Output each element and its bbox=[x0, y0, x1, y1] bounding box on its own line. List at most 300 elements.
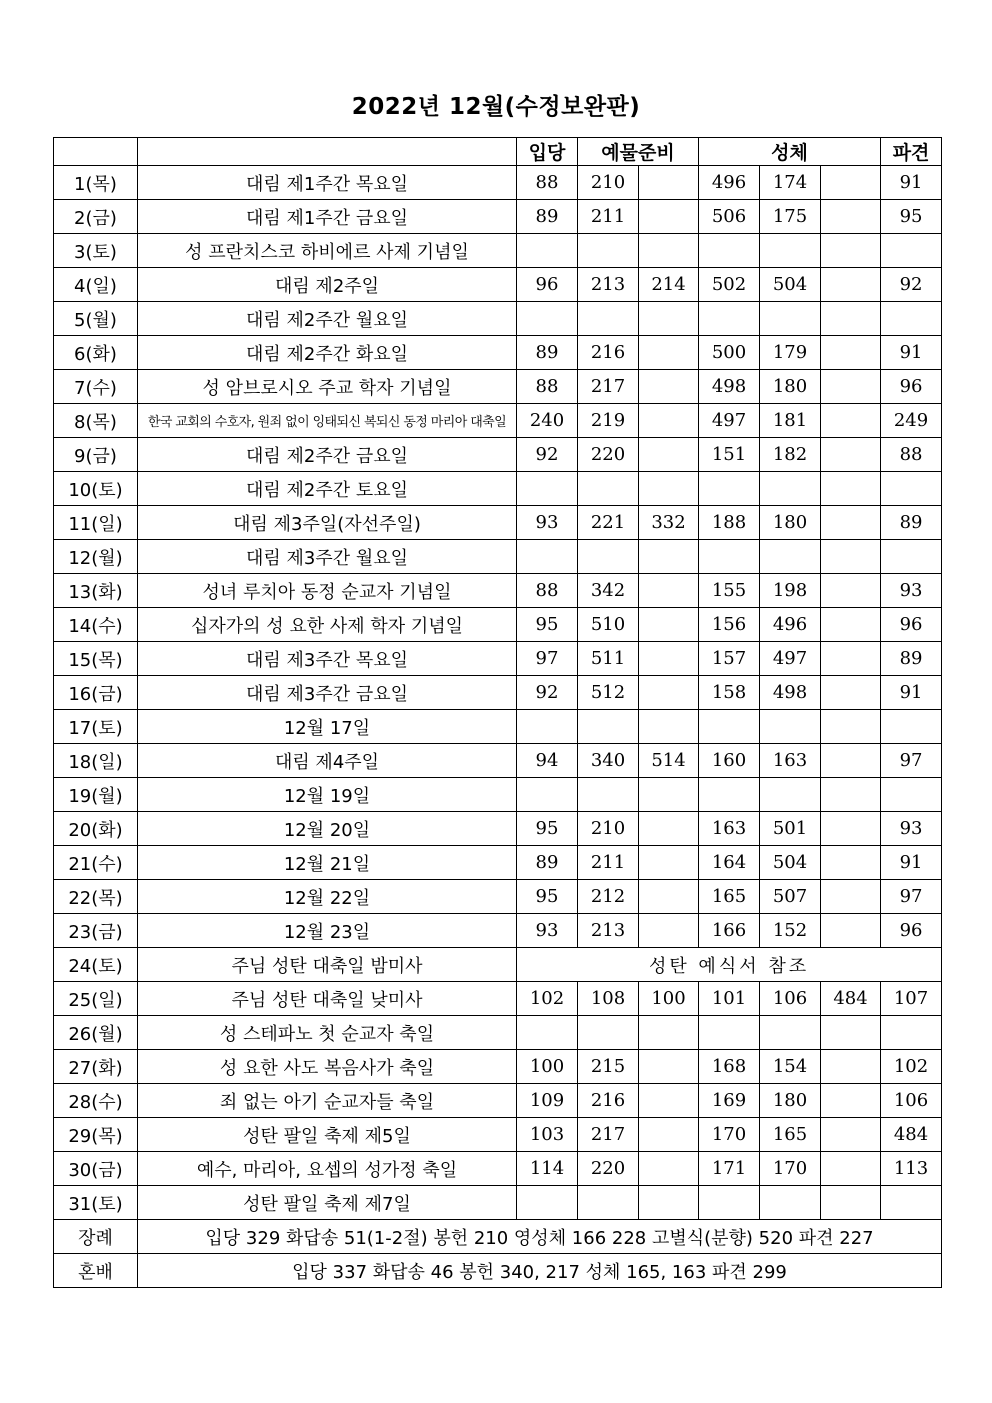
communion-hymn-2 bbox=[760, 1186, 821, 1220]
row-liturgy-name: 주님 성탄 대축일 낮미사 bbox=[138, 982, 517, 1016]
entrance-hymn: 89 bbox=[517, 846, 578, 880]
header-row bbox=[54, 138, 942, 166]
header-dismissal: 파견 bbox=[881, 138, 942, 166]
offertory-hymn-2 bbox=[639, 404, 699, 438]
dismissal-hymn: 249 bbox=[881, 404, 942, 438]
row-date: 2(금) bbox=[54, 200, 138, 234]
entrance-hymn: 88 bbox=[517, 574, 578, 608]
offertory-hymn-1: 210 bbox=[578, 166, 639, 200]
offertory-hymn-1: 512 bbox=[578, 676, 639, 710]
table-row bbox=[54, 982, 942, 1016]
offertory-hymn-2 bbox=[639, 1186, 699, 1220]
offertory-hymn-2 bbox=[639, 234, 699, 268]
offertory-hymn-1 bbox=[578, 540, 639, 574]
row-date: 15(목) bbox=[54, 642, 138, 676]
communion-hymn-3 bbox=[821, 846, 881, 880]
dismissal-hymn bbox=[881, 1186, 942, 1220]
communion-hymn-1: 160 bbox=[699, 744, 760, 778]
communion-hymn-1: 500 bbox=[699, 336, 760, 370]
row-liturgy-name: 대림 제3주간 목요일 bbox=[138, 642, 517, 676]
offertory-hymn-1: 511 bbox=[578, 642, 639, 676]
dismissal-hymn bbox=[881, 710, 942, 744]
offertory-hymn-1: 217 bbox=[578, 1118, 639, 1152]
communion-hymn-3 bbox=[821, 1016, 881, 1050]
offertory-hymn-1 bbox=[578, 234, 639, 268]
offertory-hymn-2 bbox=[639, 336, 699, 370]
offertory-hymn-1: 210 bbox=[578, 812, 639, 846]
table-row bbox=[54, 404, 942, 438]
communion-hymn-3 bbox=[821, 506, 881, 540]
communion-hymn-3 bbox=[821, 166, 881, 200]
offertory-hymn-1 bbox=[578, 302, 639, 336]
row-date: 30(금) bbox=[54, 1152, 138, 1186]
row-date: 19(월) bbox=[54, 778, 138, 812]
row-liturgy-name: 12월 20일 bbox=[138, 812, 517, 846]
communion-hymn-1: 163 bbox=[699, 812, 760, 846]
row-liturgy-name: 성탄 팔일 축제 제7일 bbox=[138, 1186, 517, 1220]
dismissal-hymn: 91 bbox=[881, 336, 942, 370]
row-liturgy-name: 예수, 마리아, 요셉의 성가정 축일 bbox=[138, 1152, 517, 1186]
dismissal-hymn: 93 bbox=[881, 574, 942, 608]
communion-hymn-3 bbox=[821, 574, 881, 608]
communion-hymn-3 bbox=[821, 200, 881, 234]
row-date: 10(토) bbox=[54, 472, 138, 506]
row-liturgy-name: 대림 제2주간 화요일 bbox=[138, 336, 517, 370]
communion-hymn-3 bbox=[821, 676, 881, 710]
communion-hymn-2: 180 bbox=[760, 370, 821, 404]
row-date: 12(월) bbox=[54, 540, 138, 574]
footer-text: 입당 337 화답송 46 봉헌 340, 217 성체 165, 163 파견 299 bbox=[138, 1254, 942, 1288]
entrance-hymn bbox=[517, 1186, 578, 1220]
communion-hymn-3 bbox=[821, 540, 881, 574]
offertory-hymn-2 bbox=[639, 540, 699, 574]
communion-hymn-2: 497 bbox=[760, 642, 821, 676]
communion-hymn-1: 498 bbox=[699, 370, 760, 404]
table-row bbox=[54, 880, 942, 914]
offertory-hymn-1 bbox=[578, 472, 639, 506]
entrance-hymn: 95 bbox=[517, 608, 578, 642]
communion-hymn-2: 165 bbox=[760, 1118, 821, 1152]
offertory-hymn-2 bbox=[639, 574, 699, 608]
communion-hymn-1: 506 bbox=[699, 200, 760, 234]
row-date: 29(목) bbox=[54, 1118, 138, 1152]
entrance-hymn: 94 bbox=[517, 744, 578, 778]
communion-hymn-3 bbox=[821, 1186, 881, 1220]
communion-hymn-1: 156 bbox=[699, 608, 760, 642]
communion-hymn-1: 157 bbox=[699, 642, 760, 676]
communion-hymn-1: 155 bbox=[699, 574, 760, 608]
row-liturgy-name: 죄 없는 아기 순교자들 축일 bbox=[138, 1084, 517, 1118]
dismissal-hymn: 97 bbox=[881, 880, 942, 914]
row-date: 1(목) bbox=[54, 166, 138, 200]
communion-hymn-1: 169 bbox=[699, 1084, 760, 1118]
communion-hymn-2: 179 bbox=[760, 336, 821, 370]
entrance-hymn: 102 bbox=[517, 982, 578, 1016]
communion-hymn-1 bbox=[699, 302, 760, 336]
entrance-hymn bbox=[517, 1016, 578, 1050]
row-date: 3(토) bbox=[54, 234, 138, 268]
offertory-hymn-1: 219 bbox=[578, 404, 639, 438]
communion-hymn-2 bbox=[760, 234, 821, 268]
offertory-hymn-1: 211 bbox=[578, 846, 639, 880]
dismissal-hymn: 96 bbox=[881, 608, 942, 642]
offertory-hymn-2 bbox=[639, 472, 699, 506]
table-row bbox=[54, 914, 942, 948]
dismissal-hymn: 93 bbox=[881, 812, 942, 846]
communion-hymn-1: 168 bbox=[699, 1050, 760, 1084]
offertory-hymn-1: 213 bbox=[578, 914, 639, 948]
table-row bbox=[54, 200, 942, 234]
entrance-hymn: 89 bbox=[517, 200, 578, 234]
offertory-hymn-2: 100 bbox=[639, 982, 699, 1016]
dismissal-hymn: 95 bbox=[881, 200, 942, 234]
entrance-hymn: 109 bbox=[517, 1084, 578, 1118]
row-liturgy-name: 대림 제2주간 토요일 bbox=[138, 472, 517, 506]
offertory-hymn-2 bbox=[639, 370, 699, 404]
offertory-hymn-2 bbox=[639, 1084, 699, 1118]
communion-hymn-3 bbox=[821, 370, 881, 404]
table-row bbox=[54, 234, 942, 268]
dismissal-hymn: 484 bbox=[881, 1118, 942, 1152]
table-row bbox=[54, 676, 942, 710]
row-liturgy-name: 대림 제3주간 월요일 bbox=[138, 540, 517, 574]
entrance-hymn bbox=[517, 710, 578, 744]
communion-hymn-2: 182 bbox=[760, 438, 821, 472]
schedule-body bbox=[54, 166, 942, 1220]
communion-hymn-3 bbox=[821, 302, 881, 336]
communion-hymn-2: 174 bbox=[760, 166, 821, 200]
entrance-hymn: 114 bbox=[517, 1152, 578, 1186]
row-date: 31(토) bbox=[54, 1186, 138, 1220]
communion-hymn-1: 151 bbox=[699, 438, 760, 472]
entrance-hymn: 93 bbox=[517, 914, 578, 948]
row-date: 20(화) bbox=[54, 812, 138, 846]
entrance-hymn: 88 bbox=[517, 370, 578, 404]
table-row bbox=[54, 506, 942, 540]
communion-hymn-2: 496 bbox=[760, 608, 821, 642]
row-liturgy-name: 12월 19일 bbox=[138, 778, 517, 812]
offertory-hymn-1: 510 bbox=[578, 608, 639, 642]
offertory-hymn-1: 217 bbox=[578, 370, 639, 404]
page-title: 2022년 12월(수정보완판) bbox=[351, 94, 641, 120]
row-liturgy-name: 대림 제1주간 금요일 bbox=[138, 200, 517, 234]
row-liturgy-name: 대림 제3주일(자선주일) bbox=[138, 506, 517, 540]
dismissal-hymn: 91 bbox=[881, 846, 942, 880]
offertory-hymn-1: 213 bbox=[578, 268, 639, 302]
row-date: 26(월) bbox=[54, 1016, 138, 1050]
communion-hymn-2: 170 bbox=[760, 1152, 821, 1186]
row-date: 13(화) bbox=[54, 574, 138, 608]
communion-hymn-1: 497 bbox=[699, 404, 760, 438]
communion-hymn-3 bbox=[821, 914, 881, 948]
entrance-hymn: 103 bbox=[517, 1118, 578, 1152]
communion-hymn-3 bbox=[821, 608, 881, 642]
row-date: 16(금) bbox=[54, 676, 138, 710]
communion-hymn-2: 498 bbox=[760, 676, 821, 710]
offertory-hymn-2 bbox=[639, 1118, 699, 1152]
communion-hymn-2 bbox=[760, 1016, 821, 1050]
communion-hymn-3 bbox=[821, 268, 881, 302]
dismissal-hymn: 106 bbox=[881, 1084, 942, 1118]
table-row bbox=[54, 778, 942, 812]
header-communion: 성체 bbox=[699, 138, 881, 166]
offertory-hymn-1: 212 bbox=[578, 880, 639, 914]
communion-hymn-3 bbox=[821, 234, 881, 268]
table-row bbox=[54, 1050, 942, 1084]
table-row bbox=[54, 370, 942, 404]
entrance-hymn bbox=[517, 778, 578, 812]
offertory-hymn-2 bbox=[639, 438, 699, 472]
communion-hymn-2: 152 bbox=[760, 914, 821, 948]
row-liturgy-name: 성 스테파노 첫 순교자 축일 bbox=[138, 1016, 517, 1050]
row-date: 25(일) bbox=[54, 982, 138, 1016]
entrance-hymn bbox=[517, 540, 578, 574]
header-offertory: 예물준비 bbox=[578, 138, 699, 166]
schedule-table bbox=[53, 137, 942, 1288]
communion-hymn-2 bbox=[760, 540, 821, 574]
entrance-hymn: 95 bbox=[517, 812, 578, 846]
offertory-hymn-1: 215 bbox=[578, 1050, 639, 1084]
communion-hymn-3 bbox=[821, 336, 881, 370]
dismissal-hymn: 89 bbox=[881, 642, 942, 676]
communion-hymn-1 bbox=[699, 778, 760, 812]
communion-hymn-1: 158 bbox=[699, 676, 760, 710]
table-row bbox=[54, 302, 942, 336]
offertory-hymn-2 bbox=[639, 880, 699, 914]
communion-hymn-1: 165 bbox=[699, 880, 760, 914]
table-row bbox=[54, 1152, 942, 1186]
offertory-hymn-2 bbox=[639, 1152, 699, 1186]
table-row bbox=[54, 472, 942, 506]
offertory-hymn-2 bbox=[639, 642, 699, 676]
communion-hymn-2: 507 bbox=[760, 880, 821, 914]
table-row bbox=[54, 1118, 942, 1152]
communion-hymn-2: 106 bbox=[760, 982, 821, 1016]
offertory-hymn-1: 216 bbox=[578, 1084, 639, 1118]
communion-hymn-2: 180 bbox=[760, 1084, 821, 1118]
row-liturgy-name: 12월 21일 bbox=[138, 846, 517, 880]
offertory-hymn-2 bbox=[639, 914, 699, 948]
entrance-hymn bbox=[517, 234, 578, 268]
row-date: 28(수) bbox=[54, 1084, 138, 1118]
entrance-hymn bbox=[517, 472, 578, 506]
dismissal-hymn: 91 bbox=[881, 676, 942, 710]
dismissal-hymn bbox=[881, 472, 942, 506]
communion-hymn-2: 180 bbox=[760, 506, 821, 540]
row-liturgy-name: 대림 제2주일 bbox=[138, 268, 517, 302]
table-row bbox=[54, 1084, 942, 1118]
communion-hymn-1: 164 bbox=[699, 846, 760, 880]
communion-hymn-1 bbox=[699, 1016, 760, 1050]
row-date: 9(금) bbox=[54, 438, 138, 472]
communion-hymn-2: 504 bbox=[760, 268, 821, 302]
row-liturgy-name: 한국 교회의 수호자, 원죄 없이 잉태되신 복되신 동정 마리아 대축일 bbox=[138, 404, 517, 438]
header-date bbox=[54, 138, 138, 166]
communion-hymn-1 bbox=[699, 234, 760, 268]
table-row bbox=[54, 710, 942, 744]
dismissal-hymn: 97 bbox=[881, 744, 942, 778]
offertory-hymn-2 bbox=[639, 846, 699, 880]
dismissal-hymn: 107 bbox=[881, 982, 942, 1016]
offertory-hymn-1: 340 bbox=[578, 744, 639, 778]
offertory-hymn-1: 220 bbox=[578, 438, 639, 472]
communion-hymn-3 bbox=[821, 1152, 881, 1186]
offertory-hymn-1: 211 bbox=[578, 200, 639, 234]
communion-hymn-3 bbox=[821, 438, 881, 472]
row-liturgy-name: 대림 제4주일 bbox=[138, 744, 517, 778]
offertory-hymn-2: 514 bbox=[639, 744, 699, 778]
row-note: 성탄 예식서 참조 bbox=[517, 948, 942, 982]
dismissal-hymn bbox=[881, 778, 942, 812]
row-liturgy-name: 성녀 루치아 동정 순교자 기념일 bbox=[138, 574, 517, 608]
row-date: 27(화) bbox=[54, 1050, 138, 1084]
dismissal-hymn: 91 bbox=[881, 166, 942, 200]
row-date: 8(목) bbox=[54, 404, 138, 438]
footer-text: 입당 329 화답송 51(1-2절) 봉헌 210 영성체 166 228 고별식(분향) 520 파견 227 bbox=[138, 1220, 942, 1254]
offertory-hymn-1: 221 bbox=[578, 506, 639, 540]
communion-hymn-3 bbox=[821, 710, 881, 744]
communion-hymn-2 bbox=[760, 302, 821, 336]
table-row bbox=[54, 574, 942, 608]
communion-hymn-3 bbox=[821, 472, 881, 506]
communion-hymn-1 bbox=[699, 1186, 760, 1220]
communion-hymn-2: 154 bbox=[760, 1050, 821, 1084]
communion-hymn-3 bbox=[821, 1084, 881, 1118]
communion-hymn-3 bbox=[821, 1118, 881, 1152]
communion-hymn-2: 501 bbox=[760, 812, 821, 846]
entrance-hymn: 97 bbox=[517, 642, 578, 676]
schedule-footer bbox=[54, 1220, 942, 1288]
dismissal-hymn: 113 bbox=[881, 1152, 942, 1186]
offertory-hymn-2 bbox=[639, 166, 699, 200]
dismissal-hymn: 92 bbox=[881, 268, 942, 302]
table-row bbox=[54, 1016, 942, 1050]
communion-hymn-1: 502 bbox=[699, 268, 760, 302]
communion-hymn-2: 198 bbox=[760, 574, 821, 608]
table-row bbox=[54, 744, 942, 778]
row-liturgy-name: 12월 23일 bbox=[138, 914, 517, 948]
table-row bbox=[54, 608, 942, 642]
communion-hymn-1 bbox=[699, 540, 760, 574]
offertory-hymn-1 bbox=[578, 1016, 639, 1050]
row-liturgy-name: 대림 제2주간 금요일 bbox=[138, 438, 517, 472]
offertory-hymn-2 bbox=[639, 608, 699, 642]
row-liturgy-name: 십자가의 성 요한 사제 학자 기념일 bbox=[138, 608, 517, 642]
row-date: 17(토) bbox=[54, 710, 138, 744]
row-date: 5(월) bbox=[54, 302, 138, 336]
dismissal-hymn bbox=[881, 302, 942, 336]
dismissal-hymn bbox=[881, 540, 942, 574]
communion-hymn-2 bbox=[760, 710, 821, 744]
dismissal-hymn: 88 bbox=[881, 438, 942, 472]
footer-row bbox=[54, 1220, 942, 1254]
header-name bbox=[138, 138, 517, 166]
entrance-hymn: 95 bbox=[517, 880, 578, 914]
offertory-hymn-2 bbox=[639, 778, 699, 812]
offertory-hymn-1: 216 bbox=[578, 336, 639, 370]
dismissal-hymn: 96 bbox=[881, 914, 942, 948]
offertory-hymn-2 bbox=[639, 710, 699, 744]
row-date: 18(일) bbox=[54, 744, 138, 778]
communion-hymn-3 bbox=[821, 1050, 881, 1084]
communion-hymn-3 bbox=[821, 812, 881, 846]
communion-hymn-1: 166 bbox=[699, 914, 760, 948]
dismissal-hymn: 89 bbox=[881, 506, 942, 540]
row-liturgy-name: 12월 17일 bbox=[138, 710, 517, 744]
communion-hymn-3 bbox=[821, 744, 881, 778]
row-liturgy-name: 성 요한 사도 복음사가 축일 bbox=[138, 1050, 517, 1084]
dismissal-hymn bbox=[881, 234, 942, 268]
communion-hymn-2 bbox=[760, 472, 821, 506]
offertory-hymn-1: 342 bbox=[578, 574, 639, 608]
offertory-hymn-2 bbox=[639, 302, 699, 336]
dismissal-hymn: 102 bbox=[881, 1050, 942, 1084]
table-row bbox=[54, 540, 942, 574]
row-liturgy-name: 성 암브로시오 주교 학자 기념일 bbox=[138, 370, 517, 404]
entrance-hymn: 96 bbox=[517, 268, 578, 302]
communion-hymn-1: 170 bbox=[699, 1118, 760, 1152]
offertory-hymn-1 bbox=[578, 1186, 639, 1220]
row-date: 6(화) bbox=[54, 336, 138, 370]
row-date: 22(목) bbox=[54, 880, 138, 914]
footer-row bbox=[54, 1254, 942, 1288]
entrance-hymn: 89 bbox=[517, 336, 578, 370]
row-date: 14(수) bbox=[54, 608, 138, 642]
table-row bbox=[54, 1186, 942, 1220]
entrance-hymn bbox=[517, 302, 578, 336]
table-row bbox=[54, 846, 942, 880]
row-liturgy-name: 대림 제3주간 금요일 bbox=[138, 676, 517, 710]
offertory-hymn-1 bbox=[578, 710, 639, 744]
communion-hymn-2 bbox=[760, 778, 821, 812]
row-date: 23(금) bbox=[54, 914, 138, 948]
communion-hymn-1: 188 bbox=[699, 506, 760, 540]
offertory-hymn-2 bbox=[639, 200, 699, 234]
communion-hymn-1: 101 bbox=[699, 982, 760, 1016]
header-entrance: 입당 bbox=[517, 138, 578, 166]
table-row bbox=[54, 438, 942, 472]
footer-label: 혼배 bbox=[54, 1254, 138, 1288]
offertory-hymn-2: 332 bbox=[639, 506, 699, 540]
communion-hymn-2: 181 bbox=[760, 404, 821, 438]
offertory-hymn-2: 214 bbox=[639, 268, 699, 302]
communion-hymn-1 bbox=[699, 710, 760, 744]
row-date: 4(일) bbox=[54, 268, 138, 302]
communion-hymn-2: 163 bbox=[760, 744, 821, 778]
communion-hymn-3: 484 bbox=[821, 982, 881, 1016]
row-date: 7(수) bbox=[54, 370, 138, 404]
table-row bbox=[54, 336, 942, 370]
offertory-hymn-2 bbox=[639, 1016, 699, 1050]
footer-label: 장례 bbox=[54, 1220, 138, 1254]
entrance-hymn: 100 bbox=[517, 1050, 578, 1084]
row-liturgy-name: 성 프란치스코 하비에르 사제 기념일 bbox=[138, 234, 517, 268]
row-liturgy-name: 대림 제2주간 월요일 bbox=[138, 302, 517, 336]
table-row bbox=[54, 268, 942, 302]
communion-hymn-1: 496 bbox=[699, 166, 760, 200]
offertory-hymn-2 bbox=[639, 812, 699, 846]
entrance-hymn: 92 bbox=[517, 676, 578, 710]
communion-hymn-3 bbox=[821, 404, 881, 438]
table-row bbox=[54, 812, 942, 846]
table-row bbox=[54, 166, 942, 200]
entrance-hymn: 88 bbox=[517, 166, 578, 200]
offertory-hymn-1: 220 bbox=[578, 1152, 639, 1186]
dismissal-hymn bbox=[881, 1016, 942, 1050]
row-liturgy-name: 주님 성탄 대축일 밤미사 bbox=[138, 948, 517, 982]
row-date: 24(토) bbox=[54, 948, 138, 982]
row-liturgy-name: 성탄 팔일 축제 제5일 bbox=[138, 1118, 517, 1152]
